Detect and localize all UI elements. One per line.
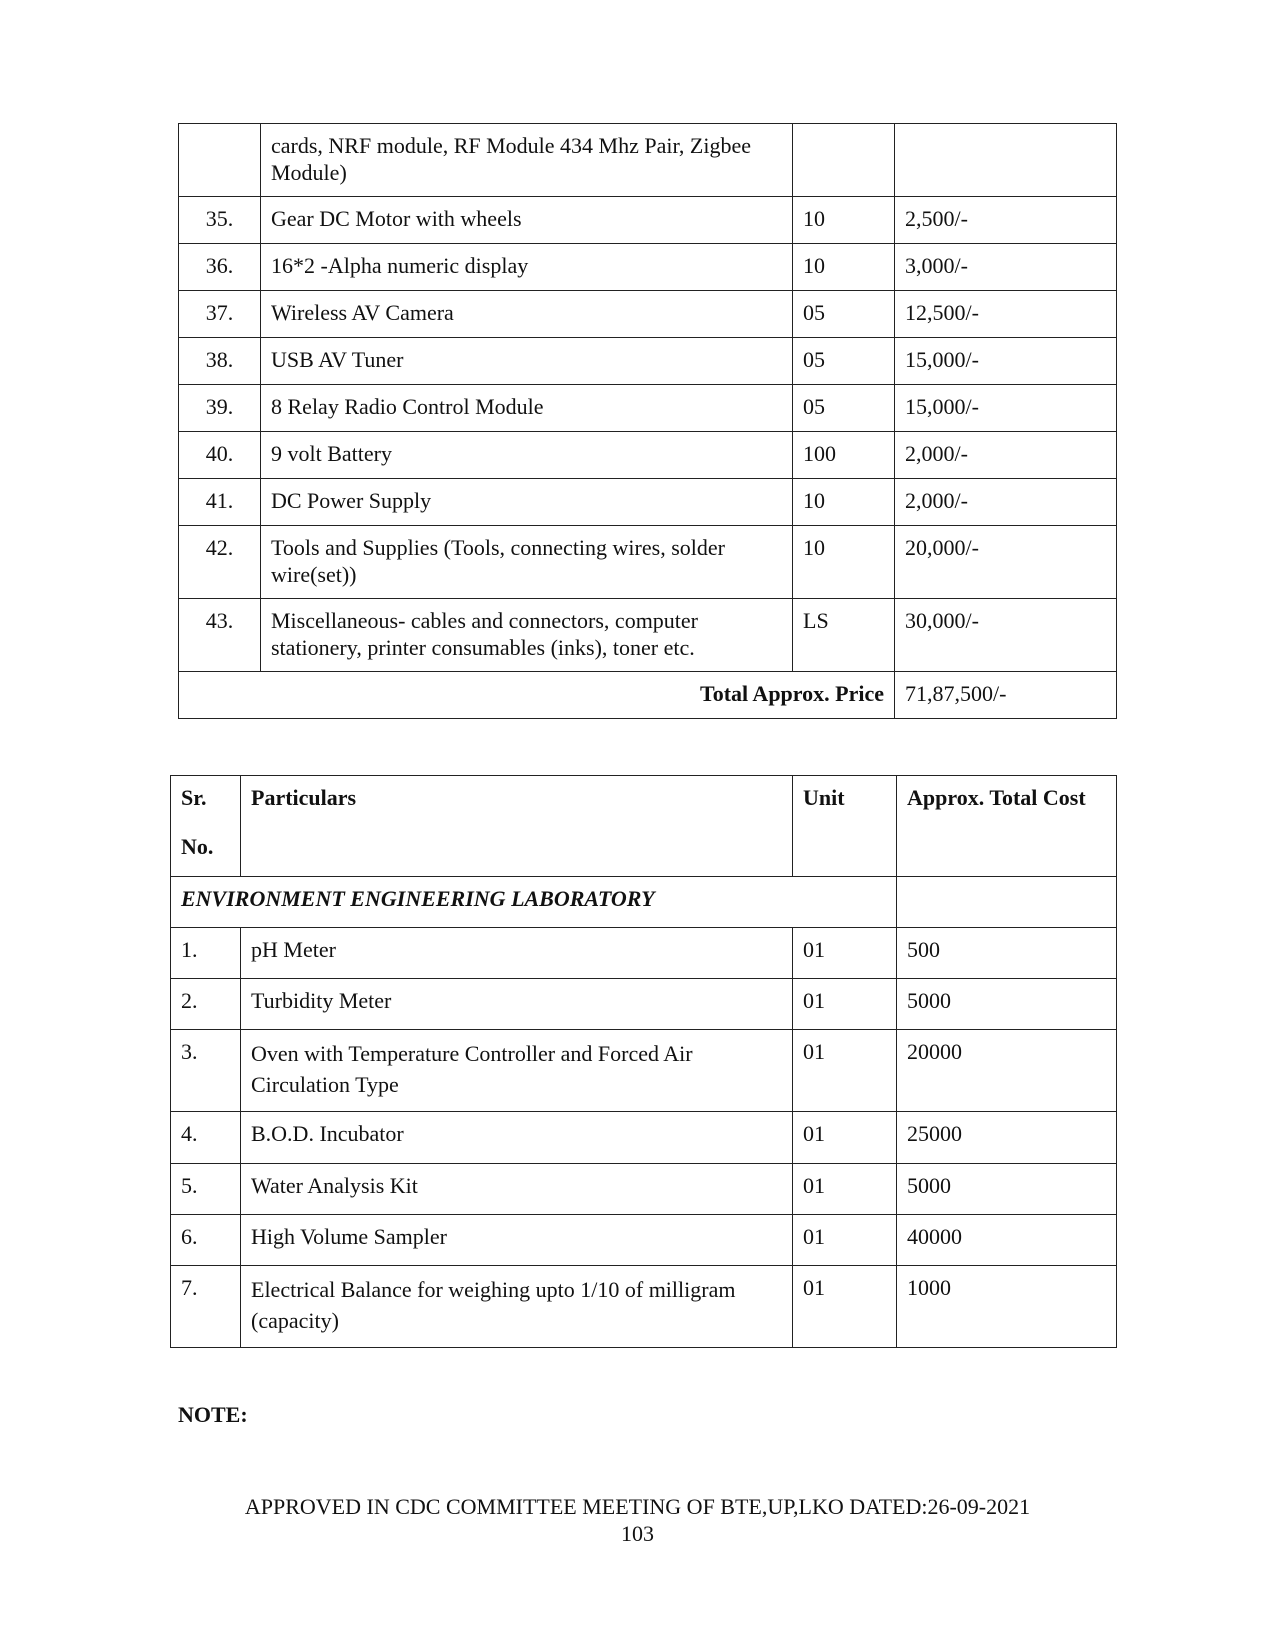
cost-cell: 2,000/- xyxy=(895,479,1117,526)
particular-cell: cards, NRF module, RF Module 434 Mhz Pair, Zigbee Module) xyxy=(261,124,793,197)
unit-cell: 01 xyxy=(793,1112,897,1164)
unit-cell: 05 xyxy=(793,291,895,338)
sr-no-cell: 6. xyxy=(171,1215,241,1266)
cost-cell: 2,000/- xyxy=(895,432,1117,479)
table-row xyxy=(171,1112,1117,1164)
particular-cell: High Volume Sampler xyxy=(241,1215,793,1266)
cost-cell: 20000 xyxy=(897,1030,1117,1112)
sr-no-cell: 37. xyxy=(179,291,261,338)
cost-cell: 25000 xyxy=(897,1112,1117,1164)
unit-cell: 10 xyxy=(793,197,895,244)
sr-no-cell xyxy=(179,124,261,197)
cost-cell: 30,000/- xyxy=(895,599,1117,672)
sr-no-cell: 3. xyxy=(171,1030,241,1112)
sr-no-cell: 7. xyxy=(171,1266,241,1348)
sr-no-cell: 4. xyxy=(171,1112,241,1164)
unit-cell: 01 xyxy=(793,1266,897,1348)
unit-cell: 05 xyxy=(793,385,895,432)
total-value: 71,87,500/- xyxy=(895,672,1117,719)
cost-cell xyxy=(895,124,1117,197)
cost-cell: 2,500/- xyxy=(895,197,1117,244)
table-row xyxy=(171,928,1117,979)
table-row xyxy=(179,291,1117,338)
cost-cell: 3,000/- xyxy=(895,244,1117,291)
cost-cell: 40000 xyxy=(897,1215,1117,1266)
cost-cell: 15,000/- xyxy=(895,338,1117,385)
table-row xyxy=(179,479,1117,526)
table-row xyxy=(171,1215,1117,1266)
table-row xyxy=(179,385,1117,432)
unit-cell: 10 xyxy=(793,244,895,291)
cost-cell: 5000 xyxy=(897,1164,1117,1215)
cost-cell: 5000 xyxy=(897,979,1117,1030)
table-row xyxy=(179,124,1117,197)
section-empty-cell xyxy=(897,877,1117,928)
header-sr-line1: Sr. xyxy=(181,785,207,810)
cost-cell: 15,000/- xyxy=(895,385,1117,432)
unit-cell: 05 xyxy=(793,338,895,385)
sr-no-cell: 2. xyxy=(171,979,241,1030)
sr-no-cell: 40. xyxy=(179,432,261,479)
section-row xyxy=(171,877,1117,928)
unit-cell: 01 xyxy=(793,1215,897,1266)
particular-cell: pH Meter xyxy=(241,928,793,979)
table-row xyxy=(171,979,1117,1030)
particular-cell: Miscellaneous- cables and connectors, computer stationery, printer consumables (inks), toner etc. xyxy=(261,599,793,672)
sr-no-cell: 5. xyxy=(171,1164,241,1215)
cost-cell: 12,500/- xyxy=(895,291,1117,338)
unit-cell: 01 xyxy=(793,1164,897,1215)
total-row xyxy=(179,672,1117,719)
table-row xyxy=(179,526,1117,599)
sr-no-cell: 39. xyxy=(179,385,261,432)
header-unit: Unit xyxy=(793,776,897,877)
header-row xyxy=(171,776,1117,877)
unit-cell: 01 xyxy=(793,979,897,1030)
particular-cell: Wireless AV Camera xyxy=(261,291,793,338)
table-row xyxy=(179,244,1117,291)
header-sr-no xyxy=(171,776,241,877)
cost-cell: 1000 xyxy=(897,1266,1117,1348)
sr-no-cell: 1. xyxy=(171,928,241,979)
particular-cell: Oven with Temperature Controller and Forced Air Circulation Type xyxy=(241,1030,793,1112)
particular-cell: Electrical Balance for weighing upto 1/10 of milligram (capacity) xyxy=(241,1266,793,1348)
equipment-table-continued xyxy=(178,123,1117,719)
table-row xyxy=(179,338,1117,385)
sr-no-cell: 42. xyxy=(179,526,261,599)
total-label: Total Approx. Price xyxy=(179,672,895,719)
particular-cell: Gear DC Motor with wheels xyxy=(261,197,793,244)
table-row xyxy=(179,197,1117,244)
header-cost: Approx. Total Cost xyxy=(897,776,1117,877)
section-title: ENVIRONMENT ENGINEERING LABORATORY xyxy=(171,877,897,928)
sr-no-cell: 41. xyxy=(179,479,261,526)
environment-lab-table xyxy=(170,775,1117,1348)
particular-cell: Water Analysis Kit xyxy=(241,1164,793,1215)
table-row xyxy=(171,1164,1117,1215)
particular-cell: Tools and Supplies (Tools, connecting wires, solder wire(set)) xyxy=(261,526,793,599)
approval-text: APPROVED IN CDC COMMITTEE MEETING OF BTE,UP,LKO DATED:26-09-2021 xyxy=(244,1494,1031,1519)
unit-cell: LS xyxy=(793,599,895,672)
sr-no-cell: 38. xyxy=(179,338,261,385)
cost-cell: 500 xyxy=(897,928,1117,979)
sr-no-cell: 43. xyxy=(179,599,261,672)
table-row xyxy=(171,1030,1117,1112)
table-row xyxy=(179,432,1117,479)
unit-cell: 01 xyxy=(793,1030,897,1112)
unit-cell: 100 xyxy=(793,432,895,479)
particular-cell: B.O.D. Incubator xyxy=(241,1112,793,1164)
table-row xyxy=(179,599,1117,672)
particular-cell: DC Power Supply xyxy=(261,479,793,526)
note-label: NOTE: xyxy=(178,1402,248,1427)
particular-cell: 9 volt Battery xyxy=(261,432,793,479)
header-particulars: Particulars xyxy=(241,776,793,877)
sr-no-cell: 36. xyxy=(179,244,261,291)
header-sr-line2: No. xyxy=(181,834,214,859)
table-row xyxy=(171,1266,1117,1348)
unit-cell: 01 xyxy=(793,928,897,979)
unit-cell: 10 xyxy=(793,526,895,599)
cost-cell: 20,000/- xyxy=(895,526,1117,599)
particular-cell: USB AV Tuner xyxy=(261,338,793,385)
particular-cell: 8 Relay Radio Control Module xyxy=(261,385,793,432)
unit-cell: 10 xyxy=(793,479,895,526)
page-number: 103 xyxy=(621,1521,654,1546)
particular-cell: Turbidity Meter xyxy=(241,979,793,1030)
sr-no-cell: 35. xyxy=(179,197,261,244)
page-footer xyxy=(0,1493,1275,1547)
unit-cell xyxy=(793,124,895,197)
particular-cell: 16*2 -Alpha numeric display xyxy=(261,244,793,291)
